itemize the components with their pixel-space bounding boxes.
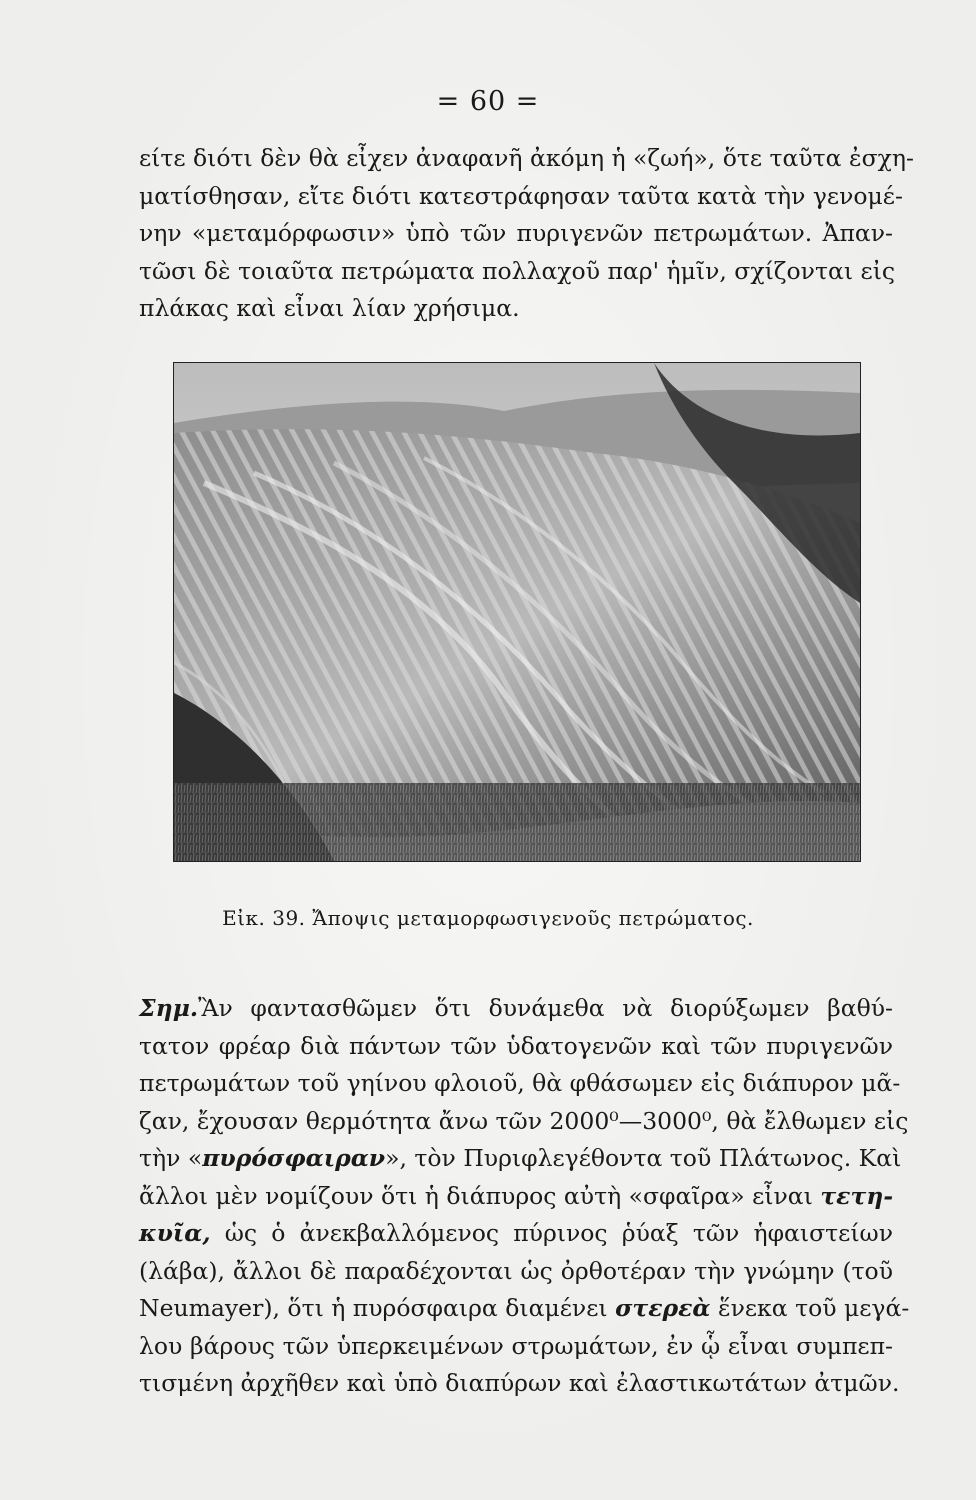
text-line: τῶσι δὲ τοιαῦτα πετρώματα πολλαχοῦ παρ' ἡμῖν, σχίζονται εἰς [139, 256, 896, 285]
emphasis-text: κυῖα, [139, 1219, 211, 1247]
paragraph-intro [139, 140, 914, 328]
text-line: νην «μεταμόρφωσιν» ὑπὸ τῶν πυριγενῶν πετρωμάτων. Ἀπαν- [139, 219, 893, 247]
text-span: ἕνεκα τοῦ μεγά- [710, 1294, 910, 1322]
text-span: τὴν « [139, 1144, 203, 1172]
text-line [139, 1178, 893, 1216]
text-line: πλάκας καὶ εἶναι λίαν χρήσιμα. [139, 294, 520, 322]
text-span: Neumayer), ὅτι ἡ πυρόσφαιρα διαμένει [139, 1294, 616, 1322]
text-line [139, 1290, 910, 1328]
text-line: λου βάρους τῶν ὑπερκειμένων στρωμάτων, ἐν ᾧ εἶναι συμπεπ- [139, 1331, 893, 1360]
text-span: ὡς ὁ ἀνεκβαλλόμενος πύρινος ῥύαξ τῶν ἡφαιστείων [210, 1219, 893, 1247]
text-line [139, 1140, 902, 1178]
figure-caption: Εἰκ. 39. Ἄποψις μεταμορφωσιγενοῦς πετρώματος. [222, 906, 754, 930]
text-line [139, 990, 893, 1028]
figure-photo [173, 362, 861, 862]
landscape-photo-icon [174, 363, 860, 861]
emphasis-text: πυρόσφαιραν [202, 1144, 386, 1172]
page-number: = 60 = [436, 86, 540, 117]
text-line: πετρωμάτων τοῦ γηίνου φλοιοῦ, θὰ φθάσωμεν εἰς διάπυρον μᾶ- [139, 1069, 901, 1097]
text-line: τισμένη ἀρχῆθεν καὶ ὑπὸ διαπύρων καὶ ἐλαστικωτάτων ἀτμῶν. [139, 1369, 900, 1397]
emphasis-text: στερεὰ [615, 1294, 711, 1322]
text-span: Ἂν φαντασθῶμεν ὅτι δυνάμεθα νὰ διορύξωμεν βαθύ- [198, 994, 893, 1022]
emphasis-text: τετη- [820, 1181, 894, 1210]
text-line: ζαν, ἔχουσαν θερμότητα ἄνω τῶν 2000⁰—3000⁰, θὰ ἔλθωμεν εἰς [139, 1106, 909, 1135]
text-span: », τὸν Πυριφλεγέθοντα τοῦ Πλάτωνος. Καὶ [385, 1144, 902, 1172]
text-line: είτε διότι δὲν θὰ εἶχεν ἀναφανῆ ἀκόμη ἡ «ζωή», ὅτε ταῦτα ἐσχη- [139, 144, 914, 172]
text-line [139, 1215, 893, 1253]
text-line: ματίσθησαν, εἴτε διότι κατεστράφησαν ταῦτα κατὰ τὴν γενομέ- [139, 181, 903, 210]
text-line: (λάβα), ἄλλοι δὲ παραδέχονται ὡς ὀρθοτέραν τὴν γνώμην (τοῦ [139, 1256, 893, 1285]
text-line: τατον φρέαρ διὰ πάντων τῶν ὑδατογενῶν καὶ τῶν πυριγενῶν [139, 1031, 893, 1060]
text-span: ἄλλοι μὲν νομίζουν ὅτι ἡ διάπυρος αὐτὴ «σφαῖρα» εἶναι [139, 1181, 821, 1210]
paragraph-note [139, 990, 910, 1403]
note-label: Σημ. [139, 994, 199, 1022]
